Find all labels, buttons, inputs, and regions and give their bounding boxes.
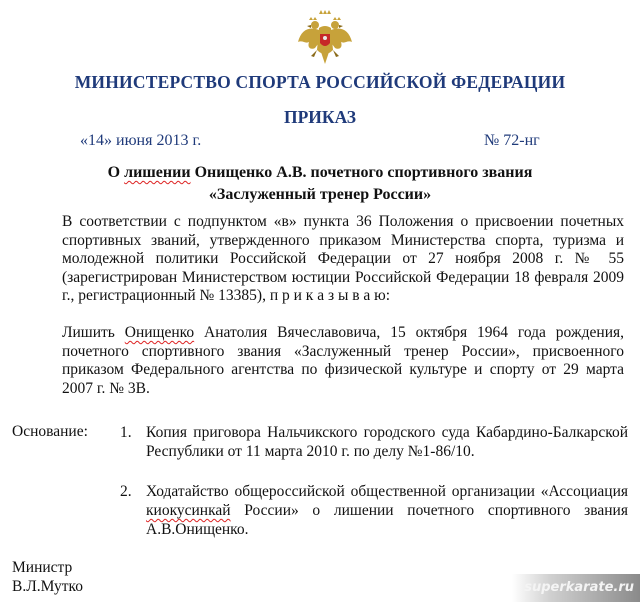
basis-item-text: Ходатайство общероссийской общественной организации «Ассоциация киокусинкай России» о лишении почетного спортивного звания А.В.Онищенко. [146,483,628,538]
document-type: ПРИКАЗ [283,107,357,127]
signature-block [12,558,83,596]
signature-title: Министр [12,559,73,576]
ministry-name: МИНИСТЕРСТВО СПОРТА РОССИЙСКОЙ ФЕДЕРАЦИИ [74,72,566,92]
spellcheck-word: лишении [124,164,191,181]
order-number: № 72-нг [484,132,540,149]
body-paragraph-1: В соответствии с подпунктом «в» пункта 36 Положения о присвоении почетных спортивных званий, утвержденного приказом Министерства спорта, туризма и молодежной политики Российской Федерации от 27 ноября 2008 г. № 55 (зарегистрирован Министерством юстиции Российской Федерации 18 февраля 2009 г., регистрационный № 13385), п р и к а з ы в а ю: [62,213,624,304]
double-headed-eagle-icon [295,8,355,68]
basis-label: Основание: [12,423,88,440]
basis-item-number: 2. [120,483,132,500]
basis-item-number: 1. [120,424,132,441]
subject-line-2: «Заслуженный тренер России» [208,186,432,203]
spellcheck-word: киокусинкай [146,502,231,519]
basis-item-2 [120,482,628,539]
basis-item-1 [120,423,628,461]
signature-name: В.Л.Мутко [12,578,84,595]
subject-line-1: О лишении Онищенко А.В. почетного спортивного звания [107,164,533,181]
body-paragraph-2: Лишить Онищенко Анатолия Вячеславовича, 15 октября 1964 года рождения, почетного спортивного звания «Заслуженный тренер России», присвоенного приказом Федерального агентства по физической культуре и спорту от 29 марта 2007 г. № 3В. [62,324,624,397]
site-watermark: superkarate.ru [512,574,640,602]
basis-item-text: Копия приговора Нальчикского городского суда Кабардино-Балкарской Республики от 11 марта 2010 г. по делу №1-86/10. [146,424,628,460]
order-date: «14» июня 2013 г. [80,132,202,149]
spellcheck-word: Онищенко [124,324,195,341]
order-subject [0,162,640,206]
